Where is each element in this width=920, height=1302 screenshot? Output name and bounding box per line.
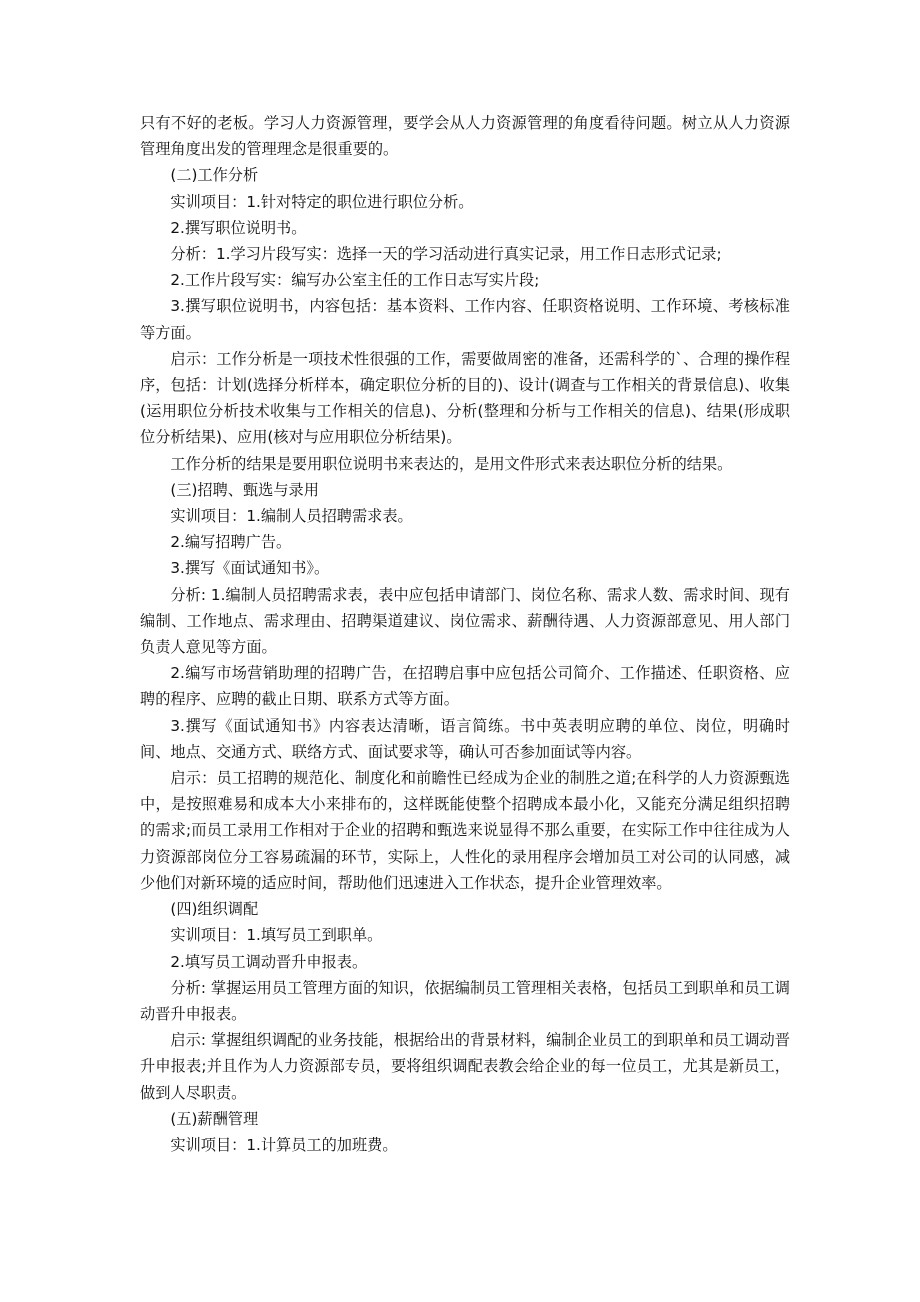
paragraph: 工作分析的结果是要用职位说明书来表达的，是用文件形式来表达职位分析的结果。 [170, 454, 733, 473]
paragraph: 2.编写市场营销助理的招聘广告，在招聘启事中应包括公司简介、工作描述、任职资格、应聘的程序、应聘的截止日期、联系方式等方面。 [140, 664, 790, 709]
paragraph: 2.编写招聘广告。 [170, 533, 292, 552]
paragraph: 只有不好的老板。学习人力资源管理，要学会从人力资源管理的角度看待问题。树立从人力资源管理角度出发的管理理念是很重要的。 [140, 114, 790, 159]
paragraph: 3.撰写职位说明书，内容包括：基本资料、工作内容、任职资格说明、工作环境、考核标准等方面。 [140, 297, 790, 342]
paragraph: 实训项目：1.填写员工到职单。 [170, 926, 383, 945]
paragraph: 启示：员工招聘的规范化、制度化和前瞻性已经成为企业的制胜之道;在科学的人力资源甄选中，是按照难易和成本大小来排布的，这样既能使整个招聘成本最小化，又能充分满足组织招聘的需求;而员工录用工作相对于企业的招聘和甄选来说显得不那么重要，在实际工作中往往成为人力资源部岗位分工容易疏漏的环节，实际上，人性化的录用程序会增加员工对公司的认同感，减少他们对新环境的适应时间，帮助他们迅速进入工作状态，提升企业管理效率。 [140, 769, 790, 892]
paragraph: 分析: 掌握运用员工管理方面的知识，依据编制员工管理相关表格，包括员工到职单和员工调动晋升申报表。 [140, 978, 790, 1023]
paragraph: 2.填写员工调动晋升申报表。 [170, 952, 368, 971]
paragraph: (三)招聘、甄选与录用 [170, 480, 319, 499]
document-body [140, 110, 790, 1158]
paragraph: 2.工作片段写实：编写办公室主任的工作日志写实片段; [170, 271, 540, 290]
paragraph: 实训项目：1.编制人员招聘需求表。 [170, 507, 413, 526]
paragraph: 启示：工作分析是一项技术性很强的工作，需要做周密的准备，还需科学的`、合理的操作程序，包括：计划(选择分析样本，确定职位分析的目的)、设计(调查与工作相关的背景信息)、收集(运用职位分析技术收集与工作相关的信息)、分析(整理和分析与工作相关的信息)、结果(形成职位分析结果)、应用(核对与应用职位分析结果)。 [140, 349, 790, 447]
paragraph: 实训项目：1.计算员工的加班费。 [170, 1135, 398, 1154]
paragraph: 分析：1.学习片段写实：选择一天的学习活动进行真实记录，用工作日志形式记录; [170, 245, 722, 264]
paragraph: 2.撰写职位说明书。 [170, 218, 307, 237]
paragraph: 实训项目：1.针对特定的职位进行职位分析。 [170, 192, 474, 211]
paragraph: 分析: 1.编制人员招聘需求表，表中应包括申请部门、岗位名称、需求人数、需求时间、现有编制、工作地点、需求理由、招聘渠道建议、岗位需求、薪酬待遇、人力资源部意见、用人部门负责人意见等方面。 [140, 585, 790, 657]
paragraph: 启示: 掌握组织调配的业务技能，根据给出的背景材料，编制企业员工的到职单和员工调动晋升申报表;并且作为人力资源部专员，要将组织调配表教会给企业的每一位员工，尤其是新员工，做到人尽职责。 [140, 1031, 790, 1102]
paragraph: (四)组织调配 [170, 900, 259, 919]
paragraph: 3.撰写《面试通知书》。 [170, 559, 330, 578]
paragraph: (二)工作分析 [170, 166, 259, 185]
paragraph: 3.撰写《面试通知书》内容表达清晰，语言简练。书中英表明应聘的单位、岗位，明确时间、地点、交通方式、联络方式、面试要求等，确认可否参加面试等内容。 [140, 716, 790, 761]
paragraph: (五)薪酬管理 [170, 1109, 259, 1128]
